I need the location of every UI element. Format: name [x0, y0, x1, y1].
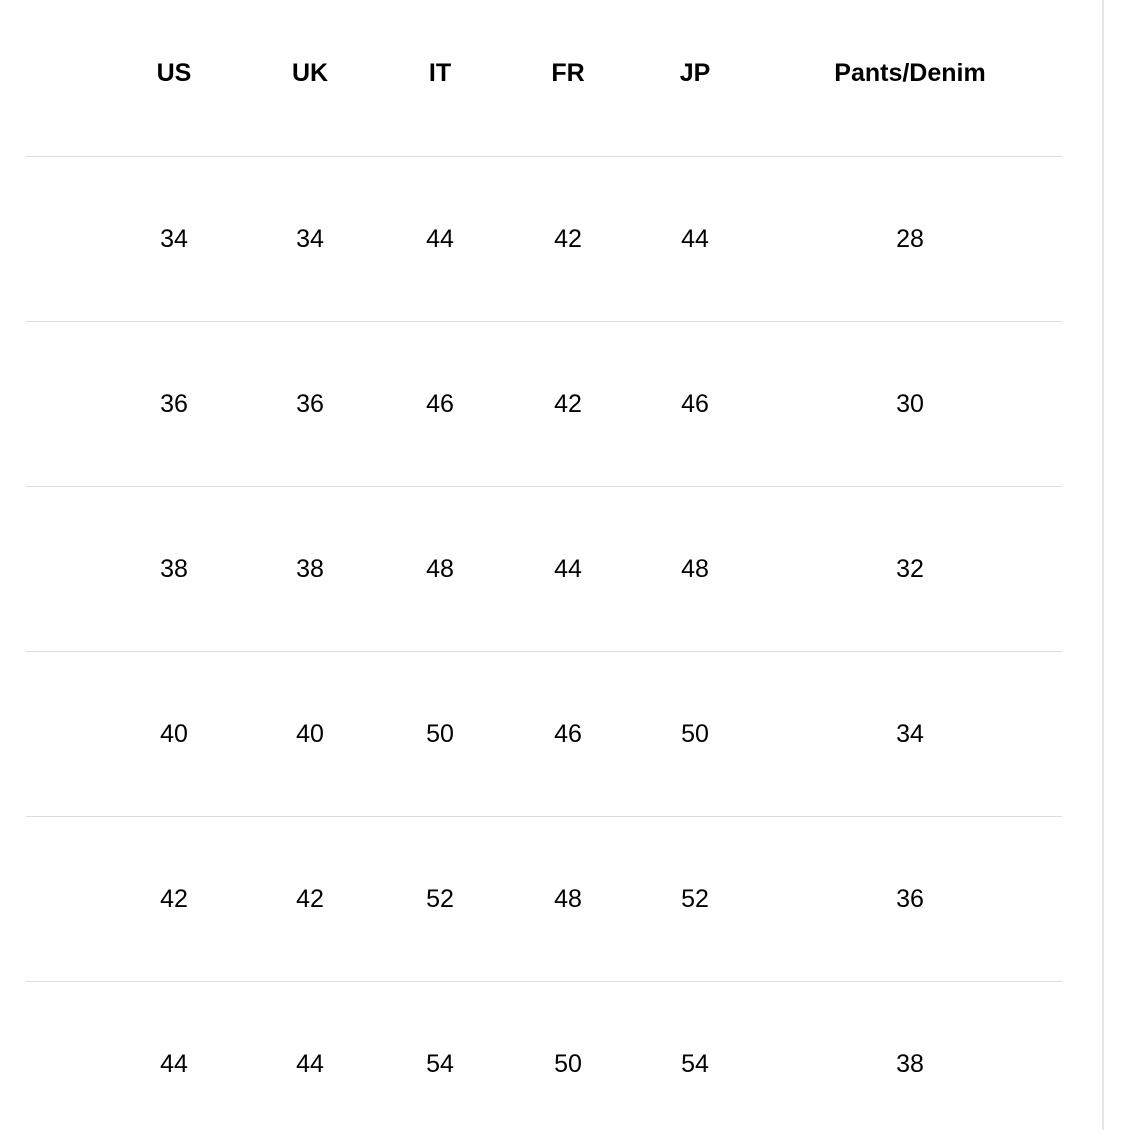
table-row	[26, 322, 1062, 487]
size-cell-uk: 40	[296, 719, 324, 748]
size-cell-jp: 50	[681, 719, 709, 748]
size-cell-uk: 36	[296, 389, 324, 418]
table-row	[26, 652, 1062, 817]
size-cell-fr: 42	[554, 389, 582, 418]
size-cell-jp: 52	[681, 884, 709, 913]
size-cell-uk: 44	[296, 1050, 324, 1078]
size-cell-pants-denim: 30	[896, 389, 924, 418]
size-cell-pants-denim: 38	[896, 1050, 924, 1078]
size-cell-it: 44	[426, 224, 454, 253]
table-row	[26, 157, 1062, 322]
table-row	[26, 817, 1062, 982]
table-row	[26, 487, 1062, 652]
size-cell-fr: 50	[554, 1050, 582, 1078]
size-cell-uk: 34	[296, 224, 324, 253]
size-cell-it: 46	[426, 389, 454, 418]
size-cell-pants-denim: 34	[896, 719, 924, 748]
size-cell-uk: 38	[296, 554, 324, 583]
size-cell-it: 48	[426, 554, 454, 583]
size-cell-us: 44	[160, 1050, 188, 1078]
size-cell-pants-denim: 36	[896, 884, 924, 913]
size-cell-jp: 48	[681, 554, 709, 583]
column-header-us: US	[156, 59, 192, 87]
size-cell-us: 36	[160, 389, 188, 418]
column-header-fr: FR	[551, 59, 585, 87]
size-cell-jp: 44	[681, 224, 709, 253]
size-cell-jp: 46	[681, 389, 709, 418]
size-cell-us: 40	[160, 719, 188, 748]
size-chart-table	[26, 0, 1062, 1147]
column-header-uk: UK	[291, 59, 329, 87]
size-cell-it: 52	[426, 884, 454, 913]
size-cell-us: 38	[160, 554, 188, 583]
size-cell-pants-denim: 28	[896, 224, 924, 253]
column-header-pants-denim: Pants/Denim	[834, 59, 986, 87]
column-header-it: IT	[428, 59, 452, 87]
size-cell-uk: 42	[296, 884, 324, 913]
size-cell-it: 54	[426, 1050, 454, 1078]
scrollbar-track[interactable]	[1102, 0, 1104, 1130]
size-cell-jp: 54	[681, 1050, 709, 1078]
size-cell-fr: 46	[554, 719, 582, 748]
size-cell-fr: 48	[554, 884, 582, 913]
size-cell-fr: 42	[554, 224, 582, 253]
size-cell-fr: 44	[554, 554, 582, 583]
size-cell-us: 34	[160, 224, 188, 253]
column-header-jp: JP	[679, 59, 711, 87]
size-cell-us: 42	[160, 884, 188, 913]
table-row	[26, 982, 1062, 1147]
header-row	[26, 0, 1062, 157]
size-cell-pants-denim: 32	[896, 554, 924, 583]
size-cell-it: 50	[426, 719, 454, 748]
